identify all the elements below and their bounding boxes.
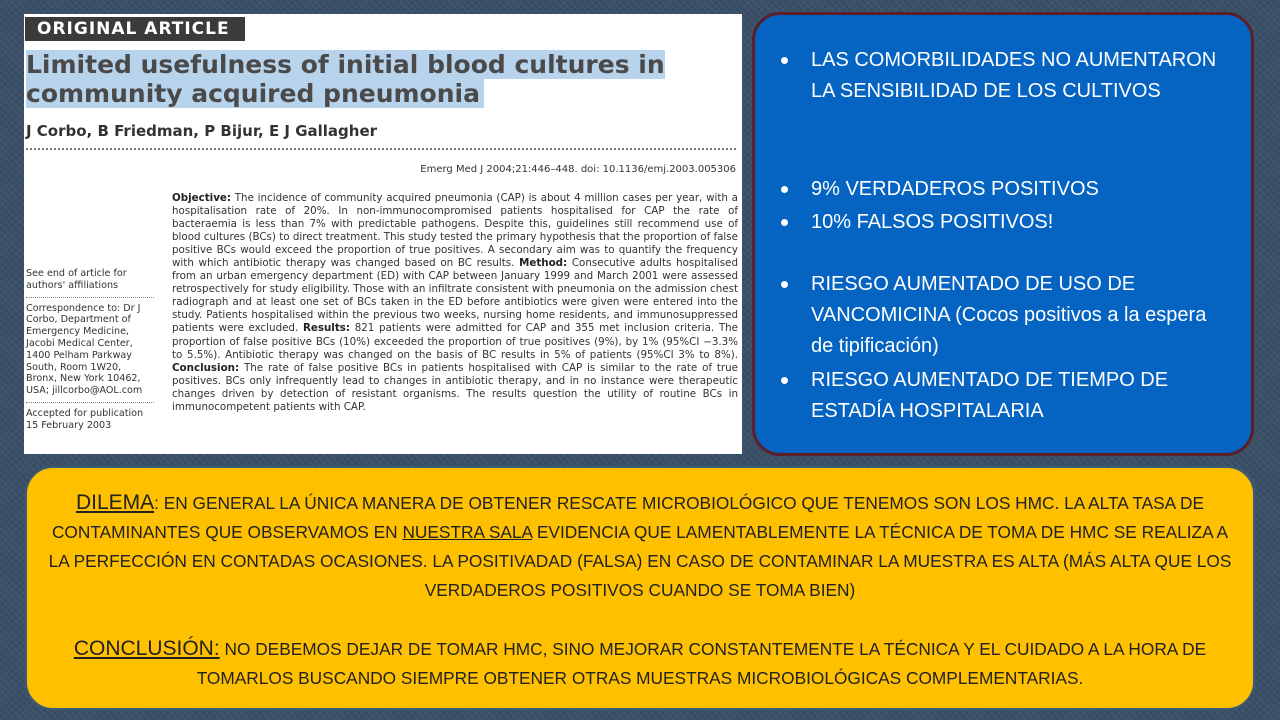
article-abstract <box>172 192 738 414</box>
results-text: 821 patients were admitted for CAP and 355 met inclusion criteria. The proportion of false positive BCs (10%) exceeded the proportion of true positives (9%), by 1% (95%CI −3.3% to 5.5%). Antibiotic therapy was changed on the basis of BC results in 5% of patients (95%CI 3% to 8%). <box>172 322 739 361</box>
divider <box>26 148 736 150</box>
affiliations-note: See end of article for authors' affiliations <box>26 268 127 291</box>
dilemma-box <box>25 466 1255 710</box>
article-scan <box>24 14 742 454</box>
conclusion-label: Conclusion: <box>172 361 240 374</box>
article-title-text: Limited usefulness of initial blood cultures in community acquired pneumonia <box>26 50 665 108</box>
article-type-label: ORIGINAL ARTICLE <box>25 17 245 41</box>
divider <box>26 297 154 298</box>
article-sidebar <box>26 268 154 432</box>
conclusion-text: NO DEBEMOS DEJAR DE TOMAR HMC, SINO MEJORAR CONSTANTEMENTE LA TÉCNICA Y EL CUIDADO A LA HORA DE TOMARLOS BUSCANDO SIEMPRE OBTENER OTRAS MUESTRAS MICROBIOLÓGICAS COMPLEMENTARIAS. <box>196 639 1207 688</box>
summary-bullet: 10% FALSOS POSITIVOS! <box>811 207 1221 238</box>
article-citation: Emerg Med J 2004;21:446–448. doi: 10.1136/emj.2003.005306 <box>420 164 736 175</box>
conclusion-paragraph <box>43 634 1237 693</box>
summary-bullet: RIESGO AUMENTADO DE TIEMPO DE ESTADÍA HOSPITALARIA <box>811 365 1221 427</box>
dilemma-paragraph <box>43 488 1237 605</box>
article-authors: J Corbo, B Friedman, P Bijur, E J Gallagher <box>26 122 378 140</box>
dilemma-emphasis: NUESTRA SALA <box>402 522 533 542</box>
summary-bullet: RIESGO AUMENTADO DE USO DE VANCOMICINA (Cocos positivos a la espera de tipificación) <box>811 269 1221 362</box>
divider <box>26 402 154 403</box>
conclusion-label: CONCLUSIÓN: <box>73 637 220 660</box>
article-title <box>26 50 706 108</box>
summary-bullet: 9% VERDADEROS POSITIVOS <box>811 174 1221 205</box>
dilemma-label: DILEMA <box>75 491 155 514</box>
method-text: Consecutive adults hospitalised from an urban emergency department (ED) with CAP between January 1999 and March 2001 were assessed retrospectively for study eligibility. Those with an infiltrate consistent with pneumonia on the admission chest radiograph and at least one set of BCs taken in the ED before antibiotics were given were entered into the study. Patients hospitalised within the previous two weeks, nursing home residents, and immunosuppressed patients were excluded. <box>172 257 738 335</box>
objective-label: Objective: <box>172 192 232 204</box>
results-label: Results: <box>302 322 351 335</box>
dilemma-text-1: : EN GENERAL LA ÚNICA MANERA DE OBTENER RESCATE MICROBIOLÓGICO QUE TENEMOS SON LOS HMC. LA ALTA TASA DE CONTAMINANTES QUE OBSERVAMOS EN <box>51 493 1205 542</box>
method-label: Method: <box>519 257 568 270</box>
correspondence-note: Correspondence to: Dr J Corbo, Department of Emergency Medicine, Jacobi Medical Center, 1400 Pelham Parkway South, Room 1W20, Bronx, New York 10462, USA; jillcorbo@AOL.com <box>26 302 143 397</box>
summary-box <box>752 12 1254 456</box>
dilemma-text-2: EVIDENCIA QUE LAMENTABLEMENTE LA TÉCNICA DE TOMA DE HMC SE REALIZA A LA PERFECCIÓN EN CONTADAS OCASIONES. LA POSITIVADAD (FALSA) EN CASO DE CONTAMINAR LA MUESTRA ES ALTA (MÁS ALTA QUE LOS VERDADEROS POSITIVOS CUANDO SE TOMA BIEN) <box>48 522 1232 600</box>
accepted-note: Accepted for publication 15 February 2003 <box>26 407 144 431</box>
objective-text: The incidence of community acquired pneumonia (CAP) is about 4 million cases per year, with a hospitalisation rate of 20%. In non-immunocompromised patients hospitalised for CAP the rate of bacteraemia is less than 7% with predictable pathogens. Despite this, guidelines still recommend use of blood cultures (BCs) to direct treatment. This study tested the primary hypothesis that the proportion of false positive BCs would exceed the proportion of true positives. A secondary aim was to quantify the frequency with which antibiotic therapy was changed based on BC results. <box>172 192 738 270</box>
summary-bullet: LAS COMORBILIDADES NO AUMENTARON LA SENSIBILIDAD DE LOS CULTIVOS <box>811 45 1221 107</box>
conclusion-text: The rate of false positive BCs in patients hospitalised with CAP is similar to the rate of true positives. BCs only infrequently lead to changes in antibiotic therapy, and in no instance were therapeutic changes driven by detection of resistant organisms. The results question the utility of routine BCs in immunocompetent patients with CAP. <box>172 361 738 413</box>
